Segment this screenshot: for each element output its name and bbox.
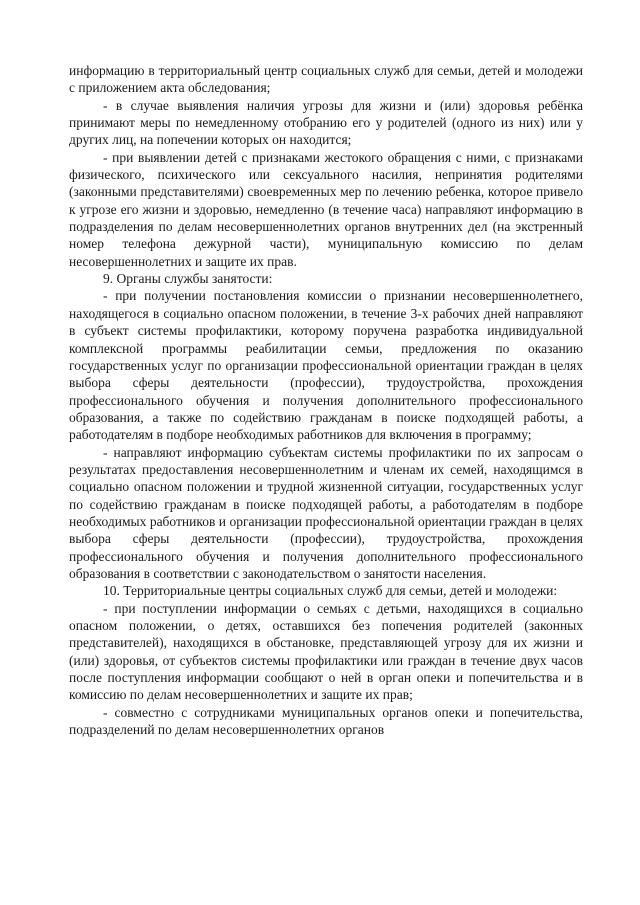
paragraph-abuse-reporting: - при выявлении детей с признаками жестокого обращения с ними, с признаками физического, психического или сексуального насилия, непринятия родителями (законными представителями) своевременных мер по лечению ребенка, которое привело к угрозе его жизни и здоровью, немедленно (в течение часа) направляют информацию в подразделения по делам несовершеннолетних органов внутренних дел (на экстренный номер телефона дежурной части), муниципальную комиссию по делам несовершеннолетних и защите их прав.	[69, 149, 583, 269]
paragraph-continuation: информацию в территориальный центр социальных служб для семьи, детей и молодежи с приложением акта обследования;	[69, 63, 583, 96]
paragraph-employment-information: - направляют информацию субъектам системы профилактики по их запросам о результатах предоставления несовершеннолетним и членам их семей, находящимся в социально опасном положении и трудной жизненной ситуации, государственных услуг по содействию гражданам в поиске подходящей работы, а работодателям в подборе необходимых работников и организации профессиональной ориентации граждан в целях выбора сферы деятельности (профессии), трудоустройства, прохождения профессионального обучения и получения дополнительного профессионального образования в соответствии с законодательством о занятости населения.	[69, 444, 583, 581]
section-heading-social-centers: 10. Территориальные центры социальных служб для семьи, детей и молодежи:	[103, 583, 558, 599]
paragraph-threat-removal: - в случае выявления наличия угрозы для жизни и (или) здоровья ребёнка принимают меры по немедленному отобранию его у родителей (одного из них) или у других лиц, на попечении которых он находится;	[69, 97, 583, 148]
section-heading-employment-services: 9. Органы службы занятости:	[103, 271, 273, 287]
paragraph-employment-proposals: - при получении постановления комиссии о признании несовершеннолетнего, находящегося в социально опасном положении, в течение 3-х рабочих дней направляют в субъект системы профилактики, которому поручена разработка индивидуальной комплексной программы реабилитации семьи, предложения по оказанию государственных услуг по организации профессиональной ориентации граждан в целях выбора сферы деятельности (профессии), трудоустройства, прохождения профессионального обучения и получения дополнительного профессионального образования, а также по содействию гражданам в поиске подходящей работы, а работодателям в подборе необходимых работников для включения в программу;	[69, 288, 583, 443]
paragraph-joint-work: - совместно с сотрудниками муниципальных органов опеки и попечительства, подразделений по делам несовершеннолетних органов	[69, 704, 583, 738]
document-body	[69, 62, 583, 738]
paragraph-social-centers-reporting: - при поступлении информации о семьях с детьми, находящихся в социально опасном положении, о детях, оставшихся без попечения родителей (законных представителей), находящихся в обстановке, представляющей угрозу для их жизни и (или) здоровья, от субъектов системы профилактики или граждан в течение двух часов после поступления информации сообщают о ней в орган опеки и попечительства и в комиссию по делам несовершеннолетних и защите их прав;	[69, 600, 583, 703]
